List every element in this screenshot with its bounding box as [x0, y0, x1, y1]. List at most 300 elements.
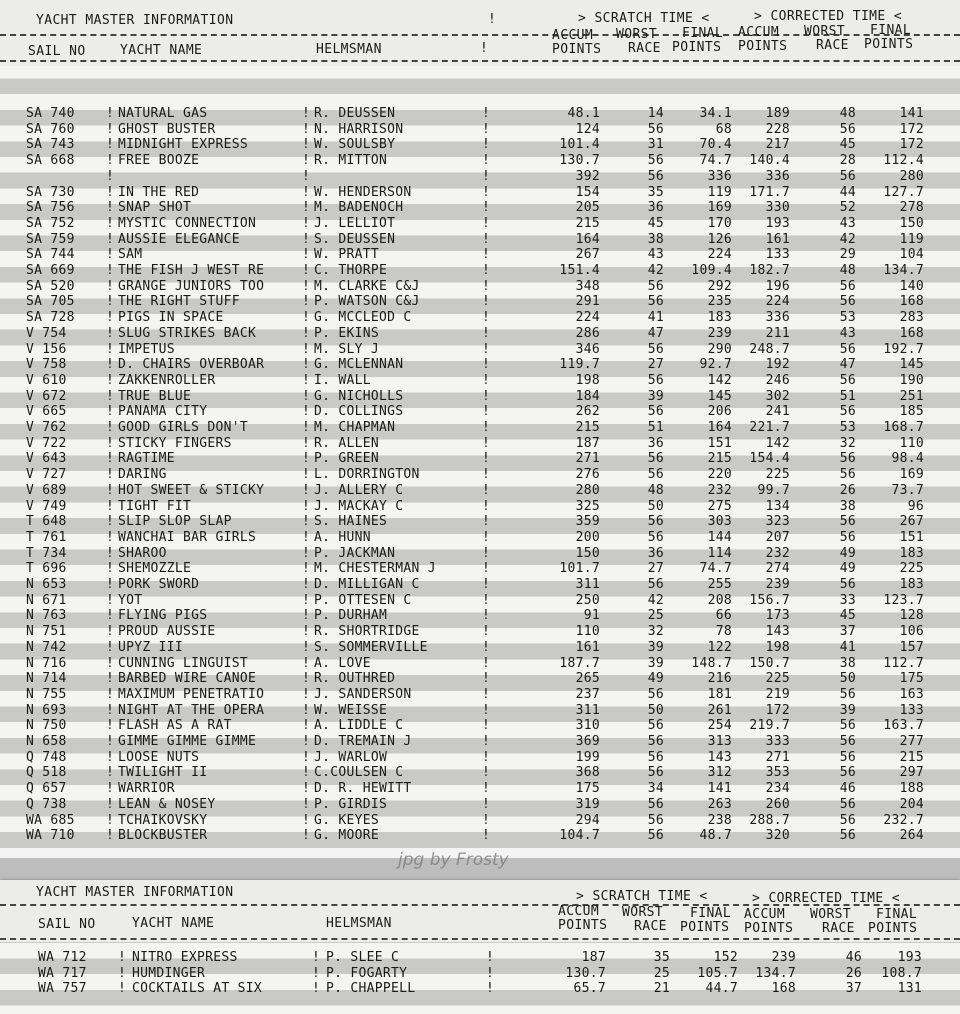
- cell-scratch-final: 313: [707, 734, 732, 749]
- table-row: [0, 765, 960, 781]
- column-separator: !: [302, 718, 311, 734]
- cell-scratch-accum: 130.7: [565, 965, 606, 981]
- cell-corrected-worst: 56: [839, 812, 856, 828]
- cell-scratch-final: 109.4: [691, 263, 732, 278]
- column-separator: !: [106, 388, 115, 404]
- cell-helmsman: J. LELLIOT: [314, 215, 396, 231]
- column-separator: !: [302, 310, 311, 326]
- corrected-time-heading: > CORRECTED TIME <: [754, 9, 903, 24]
- cell-scratch-worst: 35: [653, 950, 670, 965]
- table-row: [0, 797, 960, 813]
- column-separator: !: [302, 498, 311, 514]
- cell-corrected-accum: 260: [765, 796, 790, 812]
- col-c-final-top: FINAL: [876, 907, 918, 922]
- cell-corrected-worst: 56: [839, 529, 856, 545]
- cell-scratch-accum: 164: [575, 231, 600, 247]
- cell-corrected-final: 163: [899, 686, 924, 702]
- col-c-final-top: FINAL: [870, 23, 912, 38]
- cell-corrected-final: 112.4: [883, 153, 924, 169]
- cell-helmsman: P. OTTESEN C: [314, 592, 412, 608]
- cell-scratch-worst: 39: [647, 655, 664, 671]
- sheet-header: [0, 880, 960, 942]
- cell-scratch-final: 170: [707, 215, 732, 231]
- cell-corrected-worst: 37: [845, 981, 862, 996]
- cell-corrected-accum: 239: [765, 577, 790, 592]
- cell-corrected-accum: 221.7: [749, 420, 790, 435]
- cell-sail-no: N 751: [26, 624, 67, 640]
- column-separator: !: [482, 781, 491, 797]
- cell-sail-no: N 755: [26, 686, 67, 702]
- column-separator: !: [486, 950, 495, 965]
- cell-scratch-worst: 36: [647, 200, 664, 216]
- cell-scratch-accum: 346: [575, 341, 600, 357]
- cell-helmsman: R. ALLEN: [314, 435, 380, 451]
- table-row: [0, 577, 960, 593]
- column-separator: !: [482, 796, 491, 812]
- table-row: [0, 671, 960, 687]
- column-separator: !: [106, 137, 115, 153]
- cell-helmsman: P. DURHAM: [314, 608, 388, 624]
- column-separator: !: [106, 734, 115, 749]
- cell-yacht-name: TWILIGHT II: [118, 765, 208, 781]
- cell-corrected-final: 283: [899, 310, 924, 326]
- cell-corrected-worst: 41: [839, 639, 856, 655]
- cell-scratch-final: 119: [707, 184, 732, 200]
- cell-scratch-final: 148.7: [691, 655, 732, 671]
- cell-yacht-name: HUMDINGER: [132, 965, 206, 981]
- column-separator: !: [482, 529, 491, 545]
- cell-scratch-accum: 286: [575, 325, 600, 341]
- cell-scratch-final: 74.7: [699, 561, 732, 577]
- cell-sail-no: N 763: [26, 608, 67, 624]
- cell-yacht-name: BLOCKBUSTER: [118, 828, 208, 844]
- table-row: [0, 200, 960, 216]
- cell-scratch-worst: 39: [647, 388, 664, 404]
- cell-scratch-worst: 56: [647, 686, 664, 702]
- cell-corrected-accum: 323: [765, 514, 790, 530]
- cell-corrected-worst: 28: [839, 153, 856, 169]
- cell-scratch-worst: 27: [647, 561, 664, 577]
- column-separator: !: [482, 435, 491, 451]
- column-separator: !: [482, 372, 491, 388]
- table-row: [0, 373, 960, 389]
- cell-corrected-final: 106: [899, 624, 924, 640]
- column-separator: !: [302, 514, 311, 530]
- cell-helmsman: M. CHESTERMAN J: [314, 561, 436, 577]
- column-separator: !: [302, 781, 311, 797]
- cell-yacht-name: UPYZ III: [118, 639, 184, 655]
- column-separator: !: [106, 357, 115, 373]
- cell-corrected-worst: 52: [839, 200, 856, 216]
- cell-helmsman: C.COULSEN C: [314, 765, 404, 781]
- cell-sail-no: T 734: [26, 545, 67, 561]
- cell-corrected-accum: 198: [765, 639, 790, 655]
- cell-sail-no: T 648: [26, 514, 67, 530]
- table-row: [0, 483, 960, 499]
- col-yacht-name: YACHT NAME: [132, 916, 215, 931]
- cell-scratch-final: 255: [707, 577, 732, 592]
- cell-corrected-final: 175: [899, 671, 924, 687]
- col-yacht-name: YACHT NAME: [120, 43, 203, 58]
- cell-helmsman: J. ALLERY C: [314, 482, 404, 498]
- column-separator: !: [106, 278, 115, 294]
- cell-corrected-worst: 56: [839, 686, 856, 702]
- column-separator: !: [302, 435, 311, 451]
- cell-yacht-name: FLYING PIGS: [118, 608, 208, 624]
- column-separator: !: [106, 765, 115, 781]
- cell-scratch-worst: 56: [647, 796, 664, 812]
- cell-helmsman: R. OUTHRED: [314, 671, 396, 687]
- cell-corrected-final: 215: [899, 749, 924, 765]
- cell-scratch-worst: 41: [647, 310, 664, 326]
- col-sail-no: SAIL NO: [28, 44, 86, 59]
- cell-scratch-accum: 215: [575, 420, 600, 435]
- cell-yacht-name: YOT: [118, 592, 143, 608]
- cell-scratch-worst: 56: [647, 734, 664, 749]
- cell-scratch-worst: 56: [647, 749, 664, 765]
- cell-scratch-final: 151: [707, 435, 732, 451]
- col-c-accum-bottom: POINTS: [744, 921, 794, 936]
- cell-sail-no: N 658: [26, 734, 67, 749]
- cell-corrected-accum: 207: [765, 529, 790, 545]
- cell-corrected-worst: 39: [839, 702, 856, 718]
- cell-scratch-worst: 56: [647, 529, 664, 545]
- column-separator: !: [106, 671, 115, 687]
- cell-corrected-final: 172: [899, 121, 924, 137]
- column-separator: !: [482, 215, 491, 231]
- column-separator: !: [302, 482, 311, 498]
- cell-scratch-final: 261: [707, 702, 732, 718]
- column-separator: !: [482, 325, 491, 341]
- cell-corrected-worst: 32: [839, 435, 856, 451]
- col-accum-bottom: POINTS: [552, 42, 602, 57]
- cell-corrected-worst: 37: [839, 624, 856, 640]
- cell-corrected-accum: 99.7: [757, 482, 790, 498]
- cell-scratch-accum: 291: [575, 294, 600, 310]
- cell-corrected-worst: 56: [839, 514, 856, 530]
- cell-corrected-worst: 46: [839, 781, 856, 797]
- column-separator: !: [106, 168, 115, 184]
- cell-corrected-final: 225: [899, 561, 924, 577]
- cell-corrected-accum: 336: [765, 168, 790, 184]
- column-separator: !: [106, 106, 115, 121]
- col-c-accum-top: ACCUM: [744, 907, 786, 922]
- column-separator: !: [106, 184, 115, 200]
- table-row: [0, 137, 960, 153]
- cell-scratch-worst: 35: [647, 184, 664, 200]
- cell-sail-no: V 754: [26, 325, 67, 341]
- cell-scratch-final: 303: [707, 514, 732, 530]
- cell-yacht-name: STICKY FINGERS: [118, 435, 232, 451]
- table-row: [0, 389, 960, 405]
- cell-sail-no: SA 740: [26, 106, 75, 121]
- header-separator: !: [488, 12, 496, 27]
- cell-corrected-final: 163.7: [883, 718, 924, 734]
- column-separator: !: [482, 749, 491, 765]
- cell-sail-no: V 665: [26, 404, 67, 420]
- table-row: [0, 781, 960, 797]
- col-c-accum-top: ACCUM: [738, 25, 780, 40]
- column-separator: !: [302, 608, 311, 624]
- column-separator: !: [482, 278, 491, 294]
- cell-scratch-worst: 56: [647, 828, 664, 844]
- cell-sail-no: V 722: [26, 435, 67, 451]
- cell-corrected-accum: 239: [771, 950, 796, 965]
- cell-corrected-accum: 336: [765, 310, 790, 326]
- column-separator: !: [302, 106, 311, 121]
- cell-corrected-worst: 56: [839, 749, 856, 765]
- cell-corrected-final: 108.7: [881, 965, 922, 981]
- cell-sail-no: SA 752: [26, 215, 75, 231]
- cell-scratch-accum: 48.1: [567, 106, 600, 121]
- cell-sail-no: N 671: [26, 592, 67, 608]
- cell-scratch-accum: 101.7: [559, 561, 600, 577]
- cell-sail-no: N 714: [26, 671, 67, 687]
- cell-corrected-final: 73.7: [891, 482, 924, 498]
- cell-sail-no: Q 738: [26, 796, 67, 812]
- cell-corrected-accum: 161: [765, 231, 790, 247]
- column-separator: !: [106, 828, 115, 844]
- column-separator: !: [486, 965, 495, 981]
- cell-scratch-final: 238: [707, 812, 732, 828]
- column-separator: !: [482, 420, 491, 435]
- cell-scratch-worst: 45: [647, 215, 664, 231]
- cell-helmsman: P. JACKMAN: [314, 545, 396, 561]
- cell-scratch-final: 275: [707, 498, 732, 514]
- cell-sail-no: N 693: [26, 702, 67, 718]
- cell-scratch-accum: 119.7: [559, 357, 600, 373]
- cell-corrected-worst: 48: [839, 106, 856, 121]
- col-accum-top: ACCUM: [552, 28, 594, 43]
- cell-corrected-final: 96: [907, 498, 924, 514]
- table-row: [0, 247, 960, 263]
- cell-sail-no: SA 743: [26, 137, 75, 153]
- cell-corrected-accum: 168: [771, 981, 796, 996]
- cell-corrected-worst: 45: [839, 608, 856, 624]
- col-final-bottom: POINTS: [672, 40, 722, 55]
- column-separator: !: [302, 294, 311, 310]
- cell-scratch-final: 68: [715, 121, 732, 137]
- cell-helmsman: P. SLEE C: [326, 950, 400, 965]
- column-separator: !: [482, 153, 491, 169]
- cell-scratch-worst: 32: [647, 624, 664, 640]
- column-separator: !: [106, 153, 115, 169]
- column-separator: !: [482, 200, 491, 216]
- cell-scratch-worst: 56: [647, 451, 664, 467]
- column-separator: !: [482, 671, 491, 687]
- cell-corrected-accum: 171.7: [749, 184, 790, 200]
- cell-scratch-accum: 161: [575, 639, 600, 655]
- cell-scratch-final: 235: [707, 294, 732, 310]
- cell-scratch-worst: 56: [647, 514, 664, 530]
- table-row: [0, 122, 960, 138]
- cell-corrected-worst: 48: [839, 263, 856, 278]
- header-separator: !: [480, 41, 488, 56]
- cell-scratch-accum: 311: [575, 702, 600, 718]
- scratch-time-heading: > SCRATCH TIME <: [578, 11, 710, 26]
- table-row: [0, 703, 960, 719]
- sheet-title: YACHT MASTER INFORMATION: [36, 885, 234, 900]
- cell-sail-no: WA 712: [38, 950, 87, 965]
- cell-corrected-final: 278: [899, 200, 924, 216]
- table-row: [0, 436, 960, 452]
- cell-corrected-worst: 44: [839, 184, 856, 200]
- cell-corrected-worst: 43: [839, 325, 856, 341]
- cell-sail-no: SA 760: [26, 121, 75, 137]
- column-separator: !: [302, 765, 311, 781]
- cell-corrected-final: 183: [899, 577, 924, 592]
- column-separator: !: [482, 765, 491, 781]
- table-row: [0, 106, 960, 122]
- table-row: [0, 546, 960, 562]
- sheet-title: YACHT MASTER INFORMATION: [36, 13, 234, 28]
- cell-scratch-accum: 65.7: [573, 981, 606, 996]
- cell-scratch-accum: 267: [575, 247, 600, 263]
- column-separator: !: [106, 294, 115, 310]
- cell-corrected-final: 169: [899, 467, 924, 483]
- scratch-time-heading: > SCRATCH TIME <: [576, 889, 708, 904]
- cell-scratch-accum: 187.7: [559, 655, 600, 671]
- table-row: [0, 310, 960, 326]
- cell-helmsman: G. NICHOLLS: [314, 388, 404, 404]
- cell-corrected-accum: 154.4: [749, 451, 790, 467]
- table-row: [0, 357, 960, 373]
- table-row: [0, 169, 960, 185]
- cell-helmsman: G. KEYES: [314, 812, 380, 828]
- column-separator: !: [302, 671, 311, 687]
- table-row: [0, 593, 960, 609]
- cell-scratch-final: 239: [707, 325, 732, 341]
- header-rule: [0, 938, 960, 940]
- cell-corrected-accum: 196: [765, 278, 790, 294]
- cell-scratch-worst: 36: [647, 545, 664, 561]
- column-separator: !: [302, 168, 311, 184]
- cell-corrected-worst: 26: [839, 482, 856, 498]
- cell-corrected-final: 123.7: [883, 592, 924, 608]
- cell-sail-no: SA 705: [26, 294, 75, 310]
- col-c-worst-top: WORST: [810, 907, 852, 922]
- cell-scratch-accum: 224: [575, 310, 600, 326]
- table-row: [0, 451, 960, 467]
- cell-yacht-name: NIGHT AT THE OPERA: [118, 702, 265, 718]
- column-separator: !: [302, 278, 311, 294]
- table-row: [0, 216, 960, 232]
- column-separator: !: [302, 372, 311, 388]
- column-separator: !: [106, 561, 115, 577]
- cell-scratch-worst: 25: [653, 965, 670, 981]
- column-separator: !: [482, 639, 491, 655]
- cell-corrected-worst: 49: [839, 545, 856, 561]
- cell-corrected-final: 112.7: [883, 655, 924, 671]
- column-separator: !: [482, 106, 491, 121]
- cell-scratch-final: 152: [713, 950, 738, 965]
- cell-sail-no: N 742: [26, 639, 67, 655]
- cell-corrected-final: 119: [899, 231, 924, 247]
- column-separator: !: [106, 263, 115, 278]
- cell-corrected-final: 168.7: [883, 420, 924, 435]
- results-sheet-2: [0, 880, 960, 1014]
- header-rule: [0, 904, 960, 906]
- column-separator: !: [482, 168, 491, 184]
- column-separator: !: [106, 404, 115, 420]
- column-separator: !: [302, 796, 311, 812]
- column-separator: !: [106, 514, 115, 530]
- cell-scratch-worst: 56: [647, 168, 664, 184]
- column-separator: !: [482, 404, 491, 420]
- column-separator: !: [106, 341, 115, 357]
- cell-corrected-final: 134.7: [883, 263, 924, 278]
- cell-scratch-final: 215: [707, 451, 732, 467]
- cell-scratch-accum: 184: [575, 388, 600, 404]
- column-separator: !: [302, 686, 311, 702]
- watermark: jpg by Frosty: [398, 850, 509, 870]
- cell-corrected-worst: 56: [839, 278, 856, 294]
- cell-sail-no: V 749: [26, 498, 67, 514]
- column-separator: !: [302, 341, 311, 357]
- column-separator: !: [482, 686, 491, 702]
- table-row: [0, 966, 960, 982]
- cell-corrected-accum: 241: [765, 404, 790, 420]
- table-row: [0, 342, 960, 358]
- cell-scratch-accum: 265: [575, 671, 600, 687]
- cell-corrected-accum: 225: [765, 467, 790, 483]
- cell-yacht-name: FREE BOOZE: [118, 153, 200, 169]
- column-separator: !: [106, 325, 115, 341]
- column-separator: !: [482, 121, 491, 137]
- table-row: [0, 530, 960, 546]
- cell-scratch-worst: 38: [647, 231, 664, 247]
- cell-scratch-final: 114: [707, 545, 732, 561]
- cell-yacht-name: SLUG STRIKES BACK: [118, 325, 257, 341]
- cell-yacht-name: GIMME GIMME GIMME: [118, 734, 257, 749]
- cell-yacht-name: PIGS IN SPACE: [118, 310, 224, 326]
- cell-yacht-name: NITRO EXPRESS: [132, 950, 238, 965]
- cell-yacht-name: CUNNING LINGUIST: [118, 655, 249, 671]
- cell-helmsman: J. MACKAY C: [314, 498, 404, 514]
- cell-scratch-final: 145: [707, 388, 732, 404]
- column-separator: !: [312, 981, 321, 996]
- cell-corrected-final: 183: [899, 545, 924, 561]
- cell-helmsman: D. COLLINGS: [314, 404, 404, 420]
- cell-sail-no: SA 669: [26, 263, 75, 278]
- cell-corrected-accum: 271: [765, 749, 790, 765]
- cell-helmsman: J. SANDERSON: [314, 686, 412, 702]
- cell-helmsman: P. GREEN: [314, 451, 380, 467]
- cell-scratch-worst: 56: [647, 121, 664, 137]
- cell-corrected-final: 128: [899, 608, 924, 624]
- column-separator: !: [302, 624, 311, 640]
- cell-scratch-final: 122: [707, 639, 732, 655]
- cell-scratch-worst: 43: [647, 247, 664, 263]
- cell-sail-no: V 610: [26, 372, 67, 388]
- table-row: [0, 750, 960, 766]
- cell-corrected-accum: 150.7: [749, 655, 790, 671]
- cell-yacht-name: IMPETUS: [118, 341, 175, 357]
- cell-corrected-accum: 228: [765, 121, 790, 137]
- column-separator: !: [106, 624, 115, 640]
- column-separator: !: [482, 294, 491, 310]
- cell-scratch-final: 263: [707, 796, 732, 812]
- cell-helmsman: D. MILLIGAN C: [314, 577, 420, 592]
- cell-scratch-worst: 51: [647, 420, 664, 435]
- cell-scratch-worst: 31: [647, 137, 664, 153]
- cell-helmsman: A. HUNN: [314, 529, 371, 545]
- cell-yacht-name: SAM: [118, 247, 143, 263]
- cell-yacht-name: TIGHT FIT: [118, 498, 192, 514]
- cell-scratch-final: 164: [707, 420, 732, 435]
- column-separator: !: [482, 482, 491, 498]
- cell-corrected-final: 104: [899, 247, 924, 263]
